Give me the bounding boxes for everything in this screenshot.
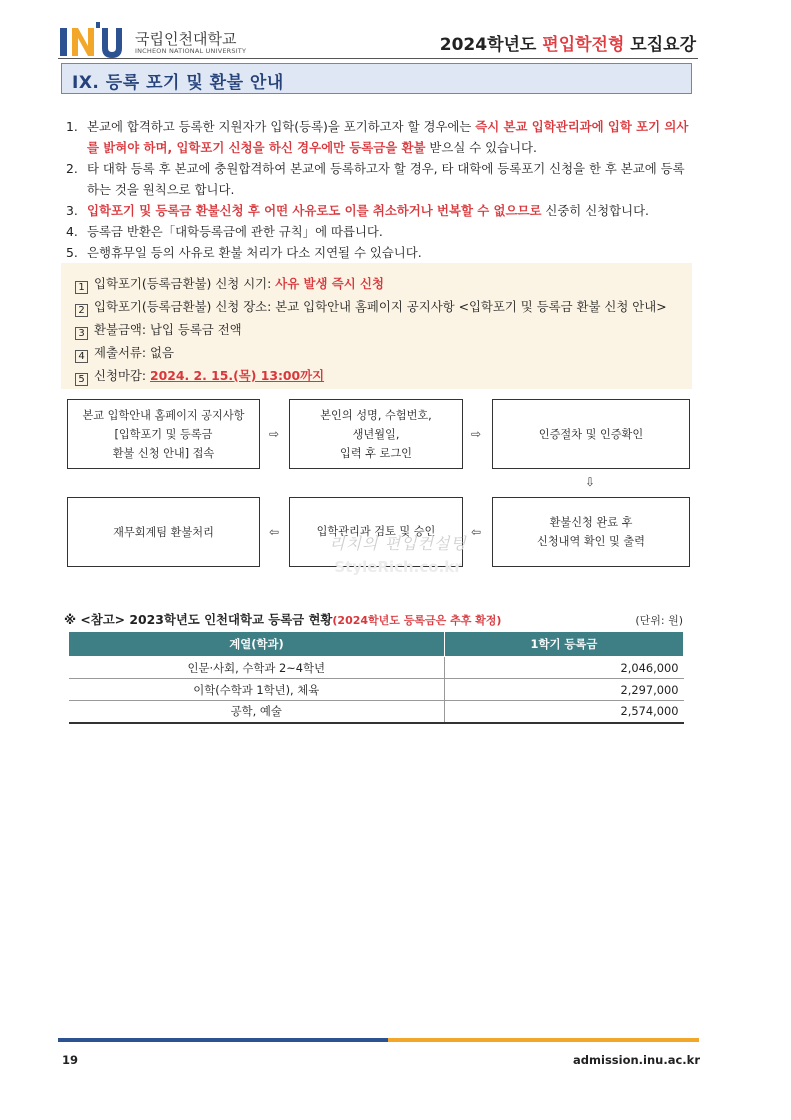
title-highlight: 편입학전형 [542, 35, 625, 55]
flow-step-text: 입학관리과 검토 및 승인 [316, 525, 436, 538]
logo-korean-name: 국립인천대학교 [135, 30, 237, 48]
table-cell: 이학(수학과 1학년), 체육 [69, 679, 445, 701]
info-label: 제출서류: 없음 [94, 345, 174, 360]
info-row [75, 274, 384, 294]
list-number: 4. [66, 224, 78, 239]
table-cell: 2,297,000 [445, 679, 684, 701]
table-row [69, 657, 684, 679]
list-emphasis: 즉시 본교 입학관리과에 입학 포기 의사를 밝혀야 하며, 입학포기 신청을 하신 경우에만 등록금을 환불 [87, 119, 689, 155]
inu-logo-icon [58, 20, 126, 60]
watermark-site: StyleRich.co.kr [334, 558, 462, 576]
table-cell: 2,046,000 [445, 657, 684, 679]
logo-english-name: INCHEON NATIONAL UNIVERSITY [135, 47, 247, 55]
number-box-icon: 4 [75, 350, 88, 363]
flow-step-text: 인증절차 및 인증확인 [538, 427, 644, 441]
reference-note: (2024학년도 등록금은 추후 확정) [332, 614, 502, 627]
watermark-text: 리치의 편입컨설팅 [329, 534, 467, 553]
watermark [318, 531, 478, 576]
refund-info-box [61, 263, 692, 389]
document-title [440, 30, 696, 55]
flow-step-text: 본인의 성명, 수험번호, 생년월일, 입력 후 로그인 [320, 408, 432, 460]
flow-step-4 [492, 497, 690, 567]
number-box-icon: 5 [75, 373, 88, 386]
title-prefix: 2024학년도 [439, 35, 543, 55]
list-item [66, 242, 694, 263]
table-cell: 2,574,000 [445, 701, 684, 723]
list-item [66, 116, 694, 158]
flow-step-text: 환불신청 완료 후 신청내역 확인 및 출력 [537, 516, 645, 548]
flow-step-text: 본교 입학안내 홈페이지 공지사항 [입학포기 및 등록금 환불 신청 안내] 접속 [82, 408, 245, 460]
info-label: 환불금액: 납입 등록금 전액 [94, 322, 242, 337]
tuition-table [68, 631, 684, 724]
table-row [69, 701, 684, 723]
deadline-value: 2024. 2. 15.(목) 13:00까지 [150, 368, 325, 383]
number-box-icon: 1 [75, 281, 88, 294]
table-cell: 인문·사회, 수학과 2~4학년 [69, 657, 445, 679]
arrow-left-icon: ⇦ [269, 525, 280, 539]
flow-step-1 [67, 399, 260, 469]
footer-bar-blue [58, 1038, 388, 1042]
flow-step-6 [67, 497, 260, 567]
reference-title-text: ※ <참고> 2023학년도 인천대학교 등록금 현황 [64, 612, 333, 627]
arrow-right-icon: ⇨ [269, 427, 280, 441]
header-divider [58, 58, 698, 59]
arrow-left-icon: ⇦ [471, 525, 482, 539]
info-label: 신청마감: [94, 368, 150, 383]
arrow-right-icon: ⇨ [471, 427, 482, 441]
footer-bar-yellow [388, 1038, 699, 1042]
list-item [66, 221, 694, 242]
list-text: 본교에 합격하고 등록한 지원자가 입학(등록)을 포기하고자 할 경우에는 [87, 119, 476, 134]
reference-title [64, 610, 501, 628]
flow-step-text: 재무회계팀 환불처리 [113, 525, 214, 539]
title-suffix: 모집요강 [624, 35, 696, 55]
info-row [75, 366, 324, 386]
university-logo [58, 20, 258, 60]
section-heading-box [61, 63, 692, 94]
flow-step-2 [289, 399, 463, 469]
list-number: 5. [66, 245, 78, 260]
column-header: 1학기 등록금 [445, 632, 684, 657]
number-box-icon: 3 [75, 327, 88, 340]
flow-step-3 [492, 399, 690, 469]
list-text: 은행휴무일 등의 사유로 환불 처리가 다소 지연될 수 있습니다. [87, 245, 422, 260]
column-header: 계열(학과) [69, 632, 445, 657]
list-text: 타 대학 등록 후 본교에 충원합격하여 본교에 등록하고자 할 경우, 타 대학에 등록포기 신청을 한 후 본교에 등록하는 것을 원칙으로 합니다. [87, 161, 685, 197]
info-label: 입학포기(등록금환불) 신청 장소: 본교 입학안내 홈페이지 공지사항 <입학포기 및 등록금 환불 신청 안내> [94, 299, 667, 314]
section-title: IX. 등록 포기 및 환불 안내 [72, 73, 284, 93]
arrow-down-icon: ⇩ [585, 475, 596, 489]
info-value: 사유 발생 즉시 신청 [275, 276, 384, 291]
number-box-icon: 2 [75, 304, 88, 317]
list-emphasis: 입학포기 및 등록금 환불신청 후 어떤 사유로도 이를 취소하거나 번복할 수 없으므로 [87, 203, 542, 218]
info-row [75, 320, 242, 340]
info-row [75, 297, 667, 317]
list-text: 등록금 반환은「대학등록금에 관한 규칙」에 따릅니다. [87, 224, 383, 239]
unit-label: (단위: 원) [635, 614, 683, 627]
list-number: 2. [66, 161, 78, 176]
page-number: 19 [62, 1053, 79, 1067]
info-row [75, 343, 174, 363]
info-label: 입학포기(등록금환불) 신청 시기: [94, 276, 276, 291]
table-row [69, 679, 684, 701]
footer-website: admission.inu.ac.kr [573, 1053, 700, 1067]
list-number: 1. [66, 119, 78, 134]
list-item [66, 200, 694, 221]
table-header-row [69, 632, 684, 657]
notice-list [66, 116, 694, 263]
list-text: 받으실 수 있습니다. [425, 140, 537, 155]
list-text: 신중히 신청합니다. [541, 203, 649, 218]
list-item [66, 158, 694, 200]
list-number: 3. [66, 203, 78, 218]
table-cell: 공학, 예술 [69, 701, 445, 723]
